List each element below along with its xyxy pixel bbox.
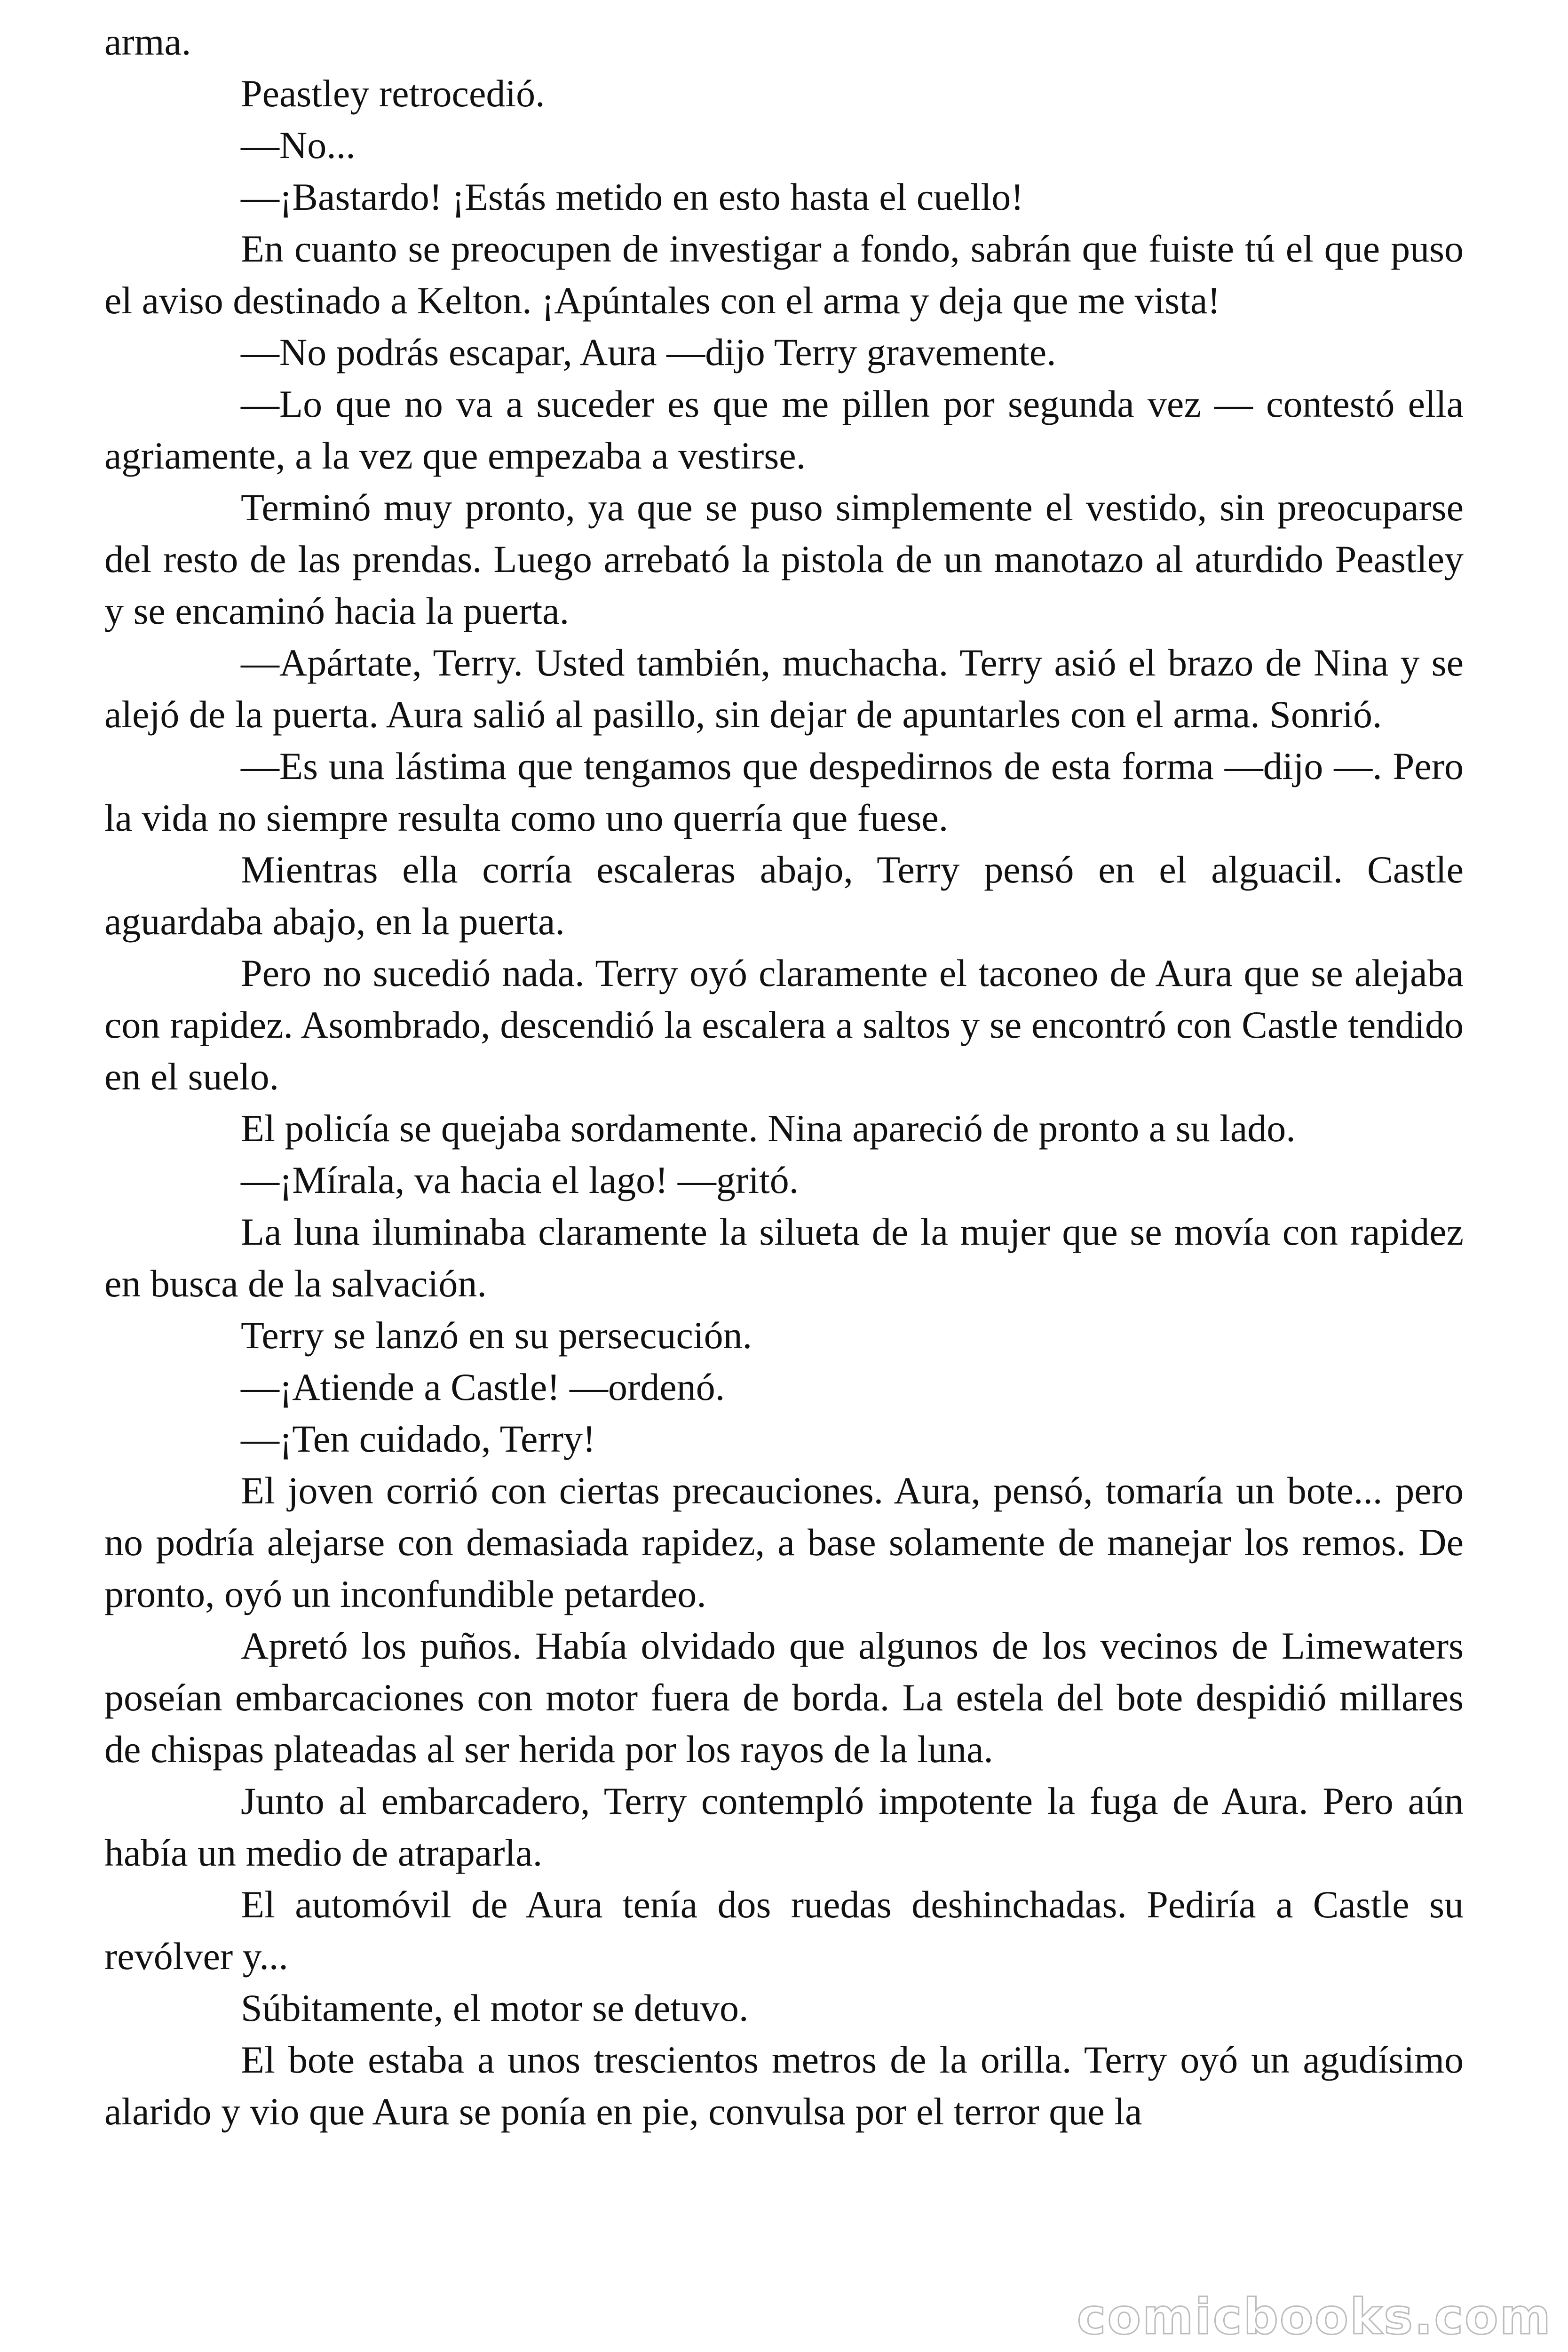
paragraph: —¡Mírala, va hacia el lago! —gritó. <box>241 1159 799 1201</box>
paragraph: —Apártate, Terry. Usted también, muchacha. Terry asió el brazo de Nina y se alejó de la puerta. Aura salió al pasillo, sin dejar de apuntarles con el arma. Sonrió. <box>104 641 1464 736</box>
paragraph: La luna iluminaba claramente la silueta de la mujer que se movía con rapidez en busca de la salvación. <box>104 1210 1464 1305</box>
paragraph: —No... <box>241 124 356 167</box>
paragraph: —¡Bastardo! ¡Estás metido en esto hasta el cuello! <box>241 175 1024 218</box>
paragraph: Peastley retrocedió. <box>241 72 545 115</box>
paragraph: arma. <box>104 20 191 63</box>
paragraph: Mientras ella corría escaleras abajo, Terry pensó en el alguacil. Castle aguardaba abajo, en la puerta. <box>104 848 1464 943</box>
paragraph: El automóvil de Aura tenía dos ruedas deshinchadas. Pediría a Castle su revólver y... <box>104 1883 1464 1978</box>
paragraph: —Lo que no va a suceder es que me pillen por segunda vez — contestó ella agriamente, a la vez que empezaba a vestirse. <box>104 382 1464 477</box>
paragraph: Terminó muy pronto, ya que se puso simplemente el vestido, sin preocuparse del resto de las prendas. Luego arrebató la pistola de un manotazo al aturdido Peastley y se encaminó hacia la puerta. <box>104 486 1464 632</box>
paragraph: El policía se quejaba sordamente. Nina apareció de pronto a su lado. <box>241 1107 1296 1150</box>
paragraph: Apretó los puños. Había olvidado que algunos de los vecinos de Limewaters poseían embarcaciones con motor fuera de borda. La estela del bote despidió millares de chispas plateadas al ser herida por los rayos de la luna. <box>104 1624 1464 1771</box>
paragraph: —¡Atiende a Castle! —ordenó. <box>241 1366 725 1408</box>
paragraph: Súbitamente, el motor se detuvo. <box>241 1986 749 2029</box>
paragraph: Pero no sucedió nada. Terry oyó claramente el taconeo de Aura que se alejaba con rapidez. Asombrado, descendió la escalera a saltos y se encontró con Castle tendido en el suelo. <box>104 952 1464 1098</box>
paragraph: El bote estaba a unos trescientos metros de la orilla. Terry oyó un agudísimo alarido y vio que Aura se ponía en pie, convulsa por el terror que la <box>104 2038 1464 2133</box>
page-text <box>104 16 1464 2137</box>
paragraph: Junto al embarcadero, Terry contempló impotente la fuga de Aura. Pero aún había un medio de atraparla. <box>104 1780 1464 1874</box>
paragraph: —No podrás escapar, Aura —dijo Terry gravemente. <box>241 331 1056 373</box>
paragraph: Terry se lanzó en su persecución. <box>241 1314 752 1357</box>
paragraph: El joven corrió con ciertas precauciones. Aura, pensó, tomaría un bote... pero no podría alejarse con demasiada rapidez, a base solamente de manejar los remos. De pronto, oyó un inconfundible petardeo. <box>104 1469 1464 1615</box>
paragraph: —¡Ten cuidado, Terry! <box>241 1417 596 1460</box>
paragraph: —Es una lástima que tengamos que despedirnos de esta forma —dijo —. Pero la vida no siempre resulta como uno querría que fuese. <box>104 745 1464 839</box>
watermark-logo: comicbooks.com <box>1077 2288 1552 2345</box>
paragraph: En cuanto se preocupen de investigar a fondo, sabrán que fuiste tú el que puso el aviso destinado a Kelton. ¡Apúntales con el arma y deja que me vista! <box>104 227 1464 322</box>
